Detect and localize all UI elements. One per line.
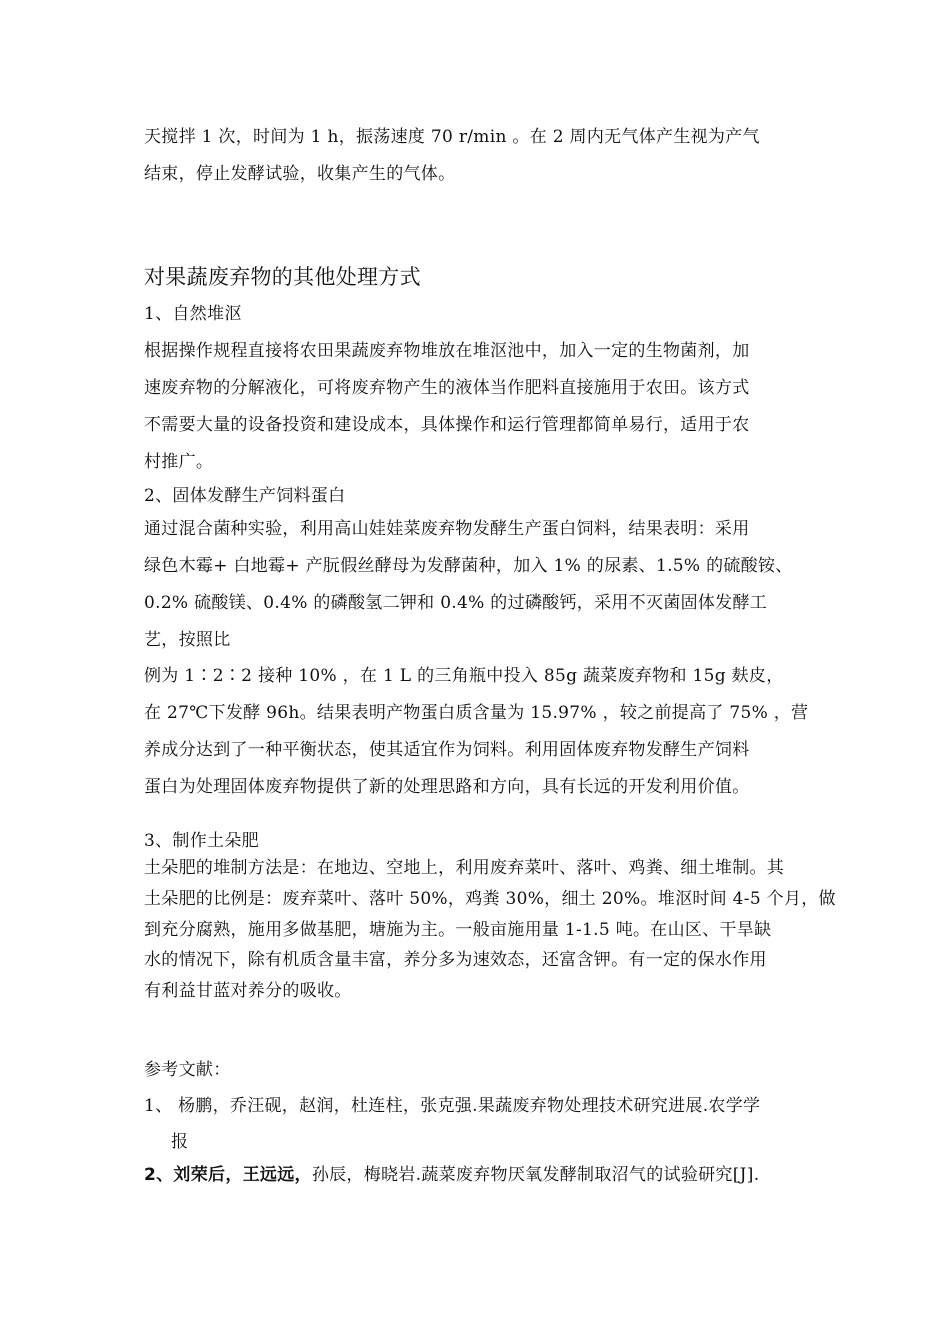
reference-1-number: 1、 (144, 1096, 173, 1116)
method3-line-3: 到充分腐熟，施用多做基肥，塘施为主。一般亩施用量 1-1.5 吨。在山区、干旱缺 (144, 920, 772, 940)
reference-1-line-1: 杨鹏，乔汪砚，赵润，杜连柱，张克强.果蔬废弃物处理技术研究进展.农学学 (178, 1096, 761, 1116)
method2-line-3: 0.2% 硫酸镁、0.4% 的磷酸氢二钾和 0.4% 的过磷酸钙，采用不灭菌固体发酵工 (144, 593, 768, 613)
reference-2-authors-bold: 2、刘荣后，王远远， (144, 1165, 312, 1185)
method2-line-2: 绿色木霉+ 白地霉+ 产朊假丝酵母为发酵菌种，加入 1% 的尿素、1.5% 的硫酸铵、 (144, 556, 793, 576)
intro-line-1: 天搅拌 1 次，时间为 1 h，振荡速度 70 r/min 。在 2 周内无气体产生视为产气 (144, 127, 760, 147)
method1-line-2: 速废弃物的分解液化，可将废弃物产生的液体当作肥料直接施用于农田。该方式 (144, 378, 750, 398)
method2-line-6: 在 27℃下发酵 96h。结果表明产物蛋白质含量为 15.97% ，较之前提高了 75% ，营 (144, 703, 809, 723)
references-heading: 参考文献： (144, 1060, 231, 1080)
method2-heading: 2、固体发酵生产饲料蛋白 (144, 486, 346, 506)
method3-heading: 3、制作土朵肥 (144, 831, 259, 851)
method2-line-5: 例为 1∶2∶2 接种 10% ，在 1 L 的三角瓶中投入 85g 蔬菜废弃物和 15g 麸皮， (144, 666, 784, 686)
method2-line-1: 通过混合菌种实验，利用高山娃娃菜废弃物发酵生产蛋白饲料，结果表明：采用 (144, 519, 750, 539)
method2-line-7: 养成分达到了一种平衡状态，使其适宜作为饲料。利用固体废弃物发酵生产饲料 (144, 740, 750, 760)
intro-line-2: 结束，停止发酵试验，收集产生的气体。 (144, 164, 456, 184)
method3-line-2: 土朵肥的比例是：废弃菜叶、落叶 50%，鸡粪 30%，细土 20%。堆沤时间 4-5 个月，做 (144, 889, 836, 909)
method3-line-1: 土朵肥的堆制方法是：在地边、空地上，利用废弃菜叶、落叶、鸡粪、细土堆制。其 (144, 858, 785, 878)
reference-2-rest: 孙辰，梅晓岩.蔬菜废弃物厌氧发酵制取沼气的试验研究[J]. (311, 1165, 760, 1185)
method1-line-1: 根据操作规程直接将农田果蔬废弃物堆放在堆沤池中，加入一定的生物菌剂，加 (144, 341, 750, 361)
method2-line-4: 艺，按照比 (144, 630, 231, 650)
section-title: 对果蔬废弃物的其他处理方式 (144, 265, 421, 289)
reference-1-line-2: 报 (171, 1132, 189, 1152)
method2-line-8: 蛋白为处理固体废弃物提供了新的处理思路和方向，具有长远的开发利用价值。 (144, 777, 750, 797)
method1-line-4: 村推广。 (144, 452, 214, 472)
method1-heading: 1、自然堆沤 (144, 304, 242, 324)
reference-2 (144, 1164, 759, 1186)
method1-line-3: 不需要大量的设备投资和建设成本，具体操作和运行管理都简单易行，适用于农 (144, 415, 750, 435)
method3-line-5: 有利益甘蓝对养分的吸收。 (144, 981, 352, 1001)
method3-line-4: 水的情况下，除有机质含量丰富，养分多为速效态，还富含钾。有一定的保水作用 (144, 950, 767, 970)
